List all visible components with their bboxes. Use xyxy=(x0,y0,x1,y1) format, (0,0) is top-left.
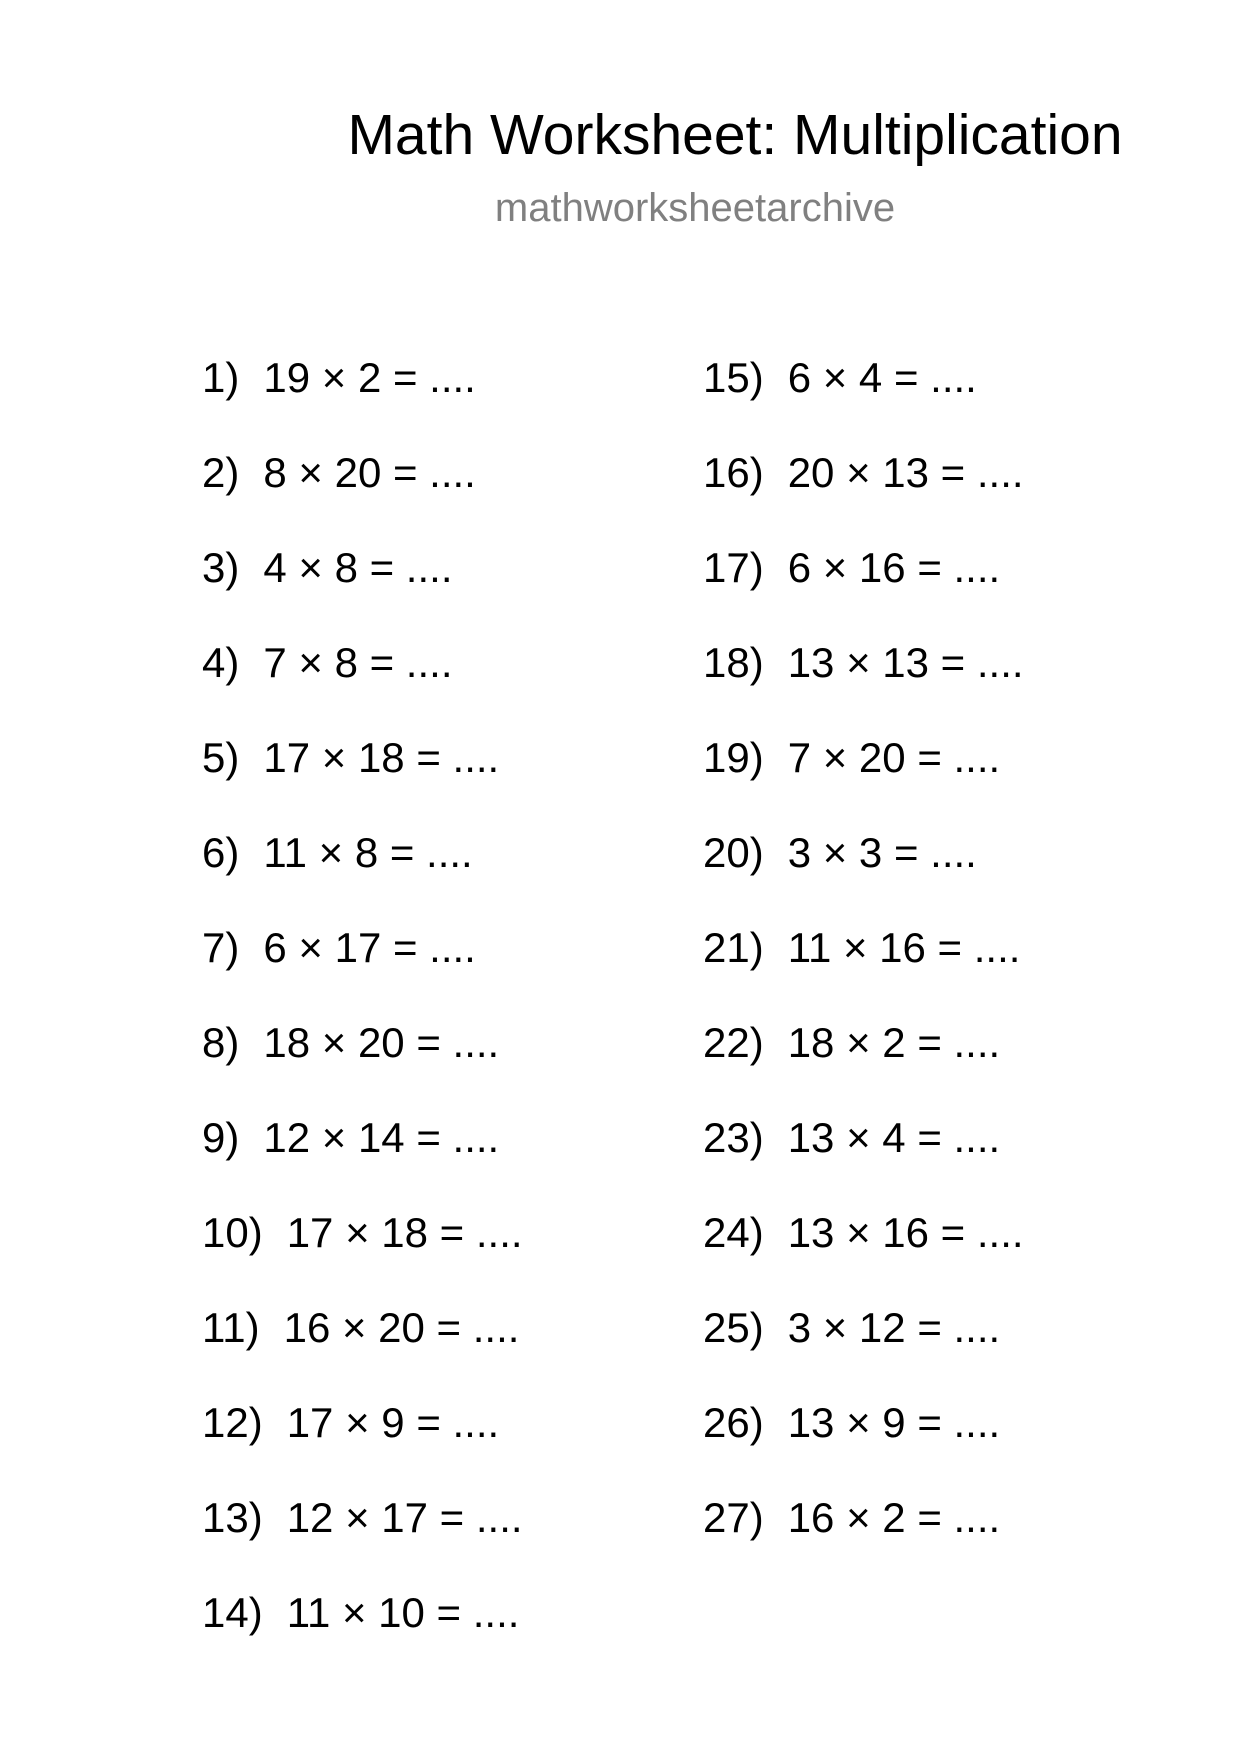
problem-item xyxy=(703,635,1183,730)
problem-item xyxy=(703,445,1183,540)
problem-expression: 3 × 3 = .... xyxy=(787,829,977,876)
problem-number: 24) xyxy=(703,1209,764,1256)
problem-number: 2) xyxy=(202,449,240,496)
problem-item xyxy=(703,920,1183,1015)
problem-item xyxy=(202,540,682,635)
problem-item xyxy=(703,350,1183,445)
page-title: Math Worksheet: Multiplication xyxy=(347,103,1123,167)
problem-expression: 11 × 16 = .... xyxy=(787,924,1021,971)
problem-expression: 12 × 17 = .... xyxy=(286,1494,523,1541)
problem-expression: 7 × 20 = .... xyxy=(787,734,1001,781)
problem-number: 6) xyxy=(202,829,240,876)
problem-expression: 6 × 4 = .... xyxy=(787,354,977,401)
page-subtitle: mathworksheetarchive xyxy=(494,186,896,230)
problem-number: 7) xyxy=(202,924,240,971)
problem-expression: 13 × 9 = .... xyxy=(787,1399,1001,1446)
problem-item xyxy=(202,445,682,540)
problem-number: 16) xyxy=(703,449,764,496)
problem-number: 25) xyxy=(703,1304,764,1351)
problem-item xyxy=(703,1015,1183,1110)
problem-number: 23) xyxy=(703,1114,764,1161)
problem-expression: 17 × 18 = .... xyxy=(286,1209,523,1256)
problem-column-left xyxy=(202,350,682,1680)
problem-item xyxy=(202,1300,682,1395)
problem-number: 14) xyxy=(202,1589,263,1636)
problem-number: 19) xyxy=(703,734,764,781)
problem-expression: 8 × 20 = .... xyxy=(263,449,476,496)
problem-item xyxy=(202,825,682,920)
problem-item xyxy=(703,1205,1183,1300)
problem-item xyxy=(703,1490,1183,1585)
problem-column-right xyxy=(703,350,1183,1585)
problem-expression: 11 × 8 = .... xyxy=(263,829,473,876)
problem-number: 3) xyxy=(202,544,240,591)
problem-number: 11) xyxy=(202,1304,260,1351)
problem-number: 13) xyxy=(202,1494,263,1541)
problem-item xyxy=(703,730,1183,825)
problem-expression: 13 × 13 = .... xyxy=(787,639,1024,686)
problem-item xyxy=(202,1110,682,1205)
problem-item xyxy=(703,825,1183,920)
problem-number: 17) xyxy=(703,544,764,591)
problem-item xyxy=(703,1300,1183,1395)
problem-number: 20) xyxy=(703,829,764,876)
problem-number: 5) xyxy=(202,734,240,781)
problem-number: 1) xyxy=(202,354,240,401)
problem-item xyxy=(703,1395,1183,1490)
problem-item xyxy=(202,1015,682,1110)
problem-expression: 13 × 16 = .... xyxy=(787,1209,1024,1256)
problem-expression: 18 × 2 = .... xyxy=(787,1019,1001,1066)
problem-number: 8) xyxy=(202,1019,240,1066)
problem-number: 9) xyxy=(202,1114,240,1161)
problem-expression: 13 × 4 = .... xyxy=(787,1114,1001,1161)
problem-item xyxy=(703,540,1183,635)
problem-item xyxy=(202,635,682,730)
problem-expression: 16 × 2 = .... xyxy=(787,1494,1001,1541)
problem-expression: 19 × 2 = .... xyxy=(263,354,476,401)
problem-expression: 20 × 13 = .... xyxy=(787,449,1024,496)
problem-item xyxy=(202,1490,682,1585)
problem-number: 12) xyxy=(202,1399,263,1446)
problem-expression: 6 × 16 = .... xyxy=(787,544,1001,591)
problem-item xyxy=(202,1205,682,1300)
problem-expression: 16 × 20 = .... xyxy=(283,1304,520,1351)
problem-item xyxy=(202,1395,682,1490)
problem-number: 10) xyxy=(202,1209,263,1256)
problem-expression: 7 × 8 = .... xyxy=(263,639,453,686)
problem-expression: 6 × 17 = .... xyxy=(263,924,476,971)
problem-number: 4) xyxy=(202,639,240,686)
problem-number: 27) xyxy=(703,1494,764,1541)
problem-expression: 3 × 12 = .... xyxy=(787,1304,1001,1351)
problem-expression: 11 × 10 = .... xyxy=(286,1589,520,1636)
problem-expression: 12 × 14 = .... xyxy=(263,1114,500,1161)
problem-item xyxy=(202,730,682,825)
problem-expression: 18 × 20 = .... xyxy=(263,1019,500,1066)
problem-item xyxy=(202,920,682,1015)
problem-expression: 17 × 18 = .... xyxy=(263,734,500,781)
problem-number: 15) xyxy=(703,354,764,401)
problem-number: 22) xyxy=(703,1019,764,1066)
problem-expression: 4 × 8 = .... xyxy=(263,544,453,591)
problem-number: 21) xyxy=(703,924,764,971)
problem-number: 18) xyxy=(703,639,764,686)
problem-item xyxy=(202,1585,682,1680)
problem-number: 26) xyxy=(703,1399,764,1446)
problem-item xyxy=(703,1110,1183,1205)
problem-item xyxy=(202,350,682,445)
problem-expression: 17 × 9 = .... xyxy=(286,1399,500,1446)
